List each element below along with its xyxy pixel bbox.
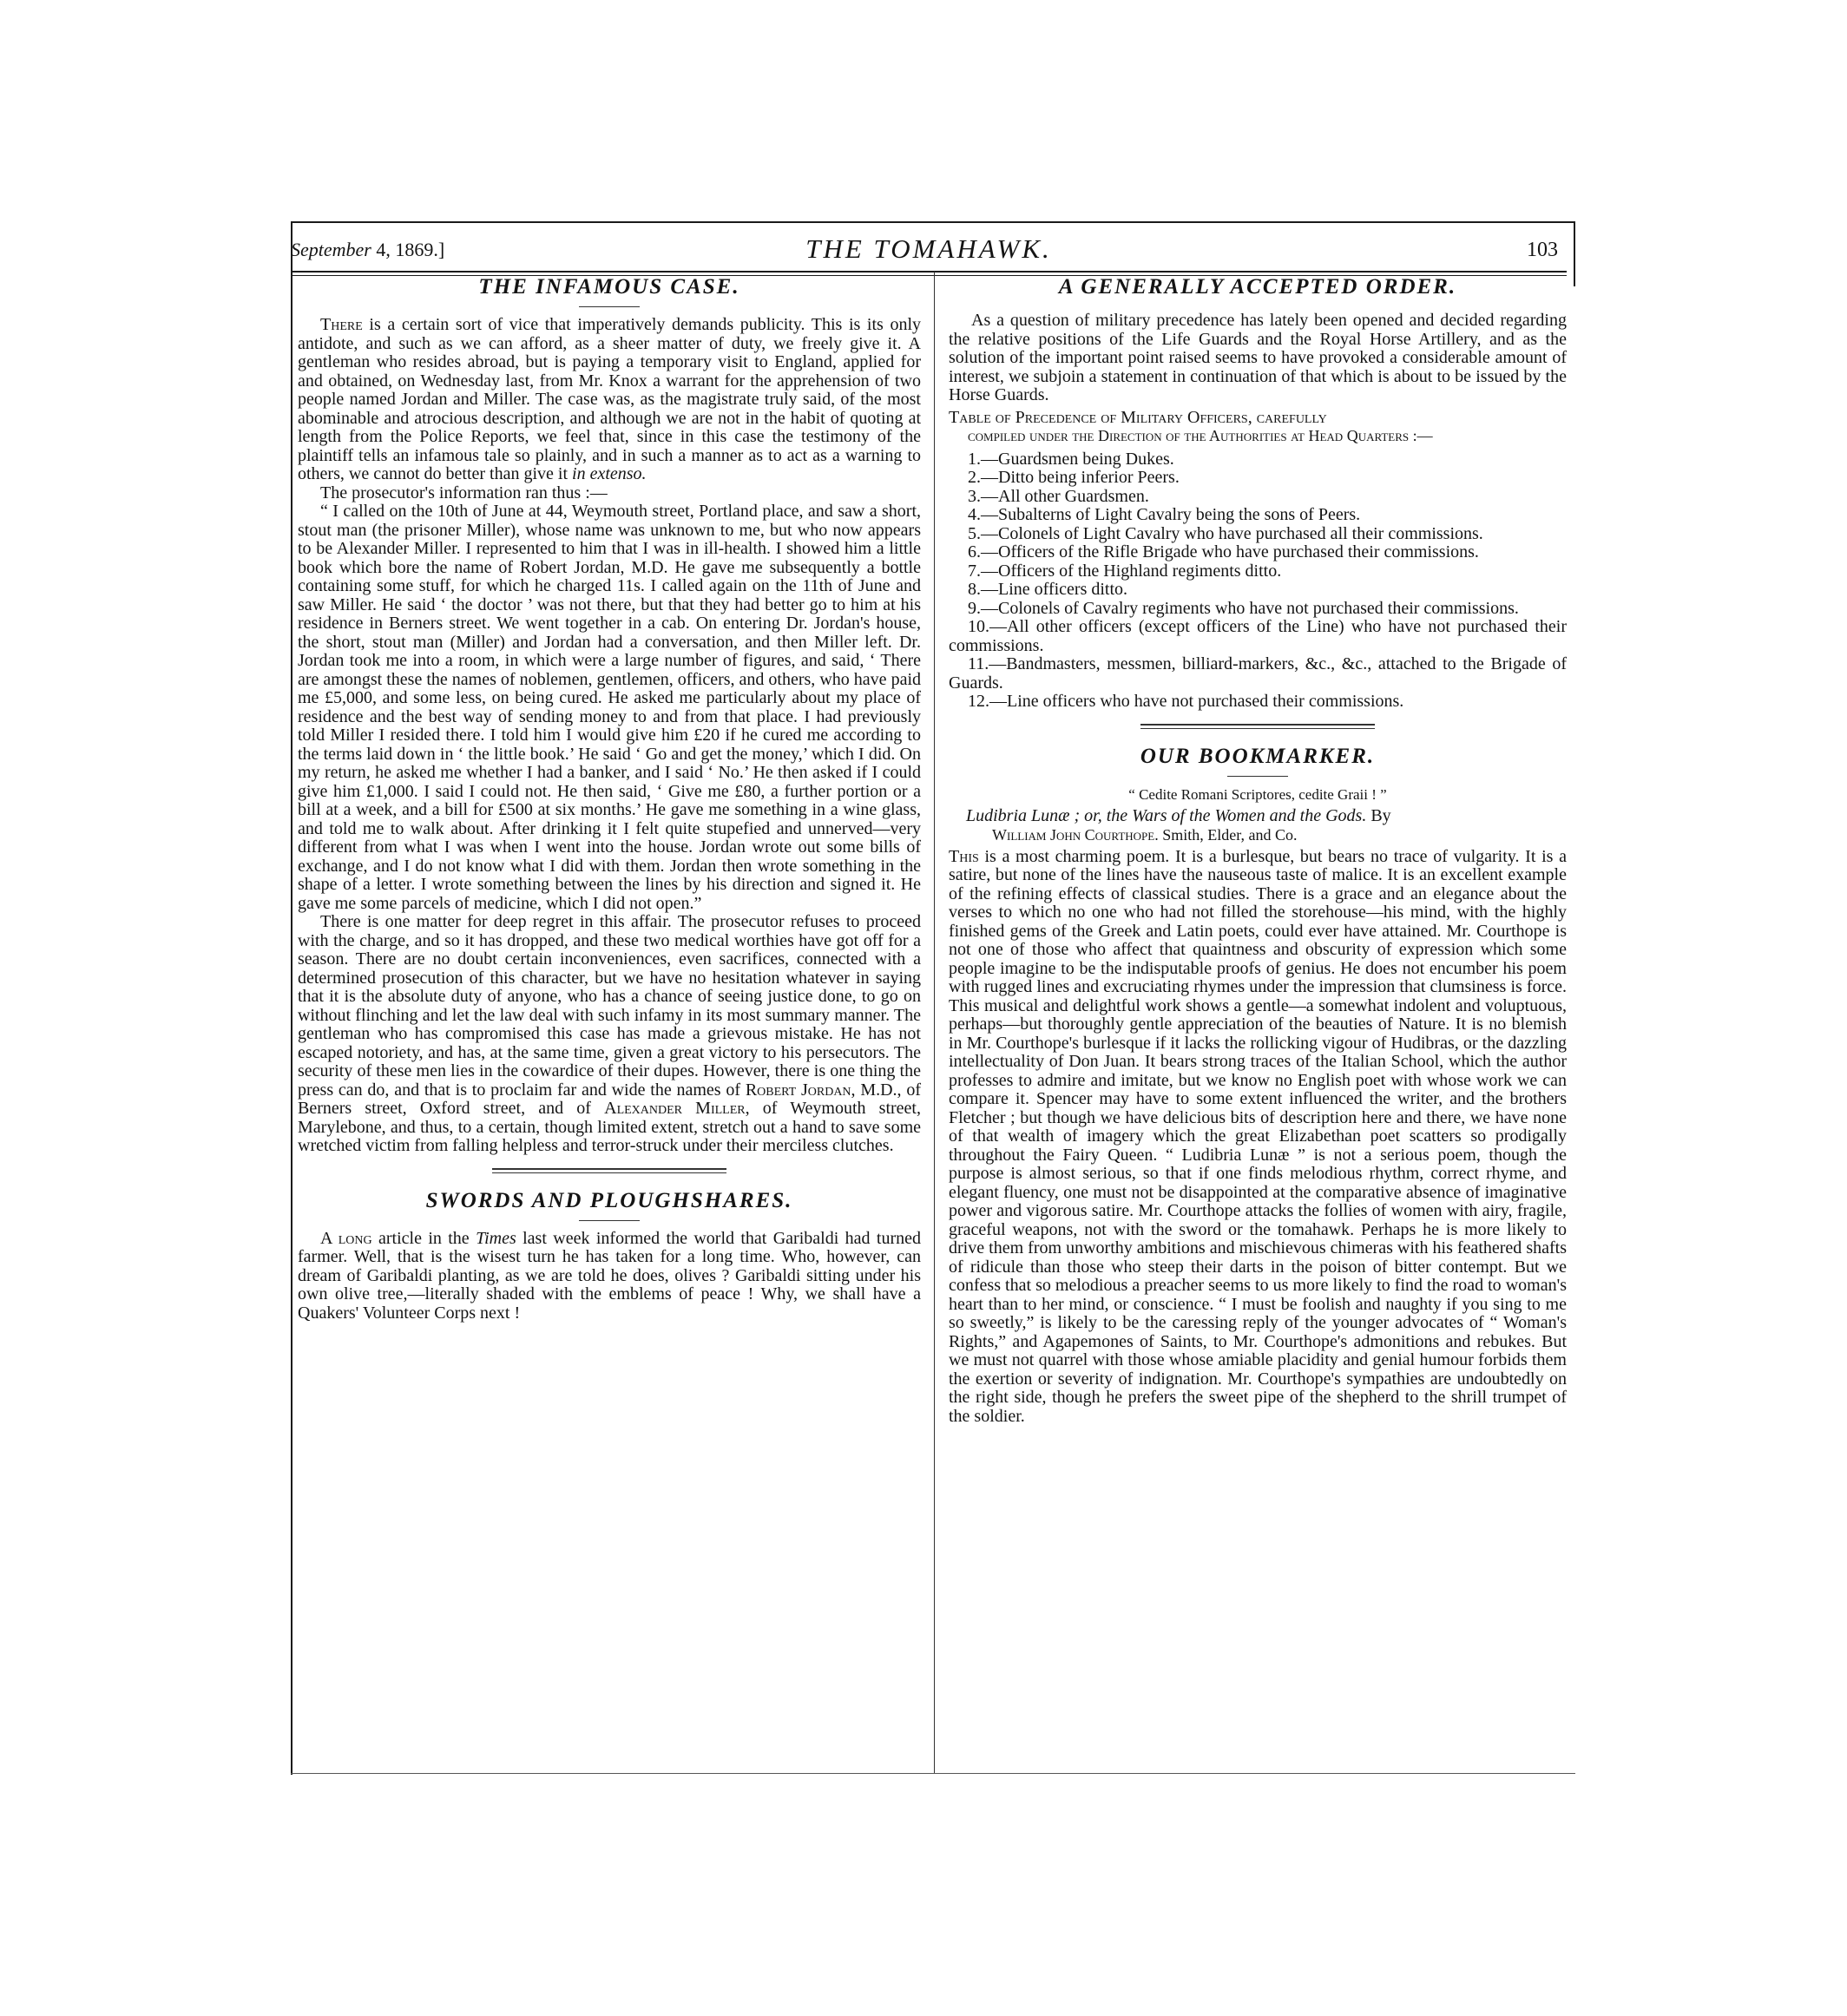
- section-separator: [492, 1168, 726, 1173]
- newspaper-page: [291, 221, 1575, 1835]
- book-by: By: [1366, 805, 1391, 825]
- list-item: 12.—Line officers who have not purchased their commissions.: [968, 692, 1404, 711]
- precedence-list: [949, 450, 1567, 712]
- list-item: 7.—Officers of the Highland regiments ditto.: [968, 561, 1282, 581]
- paragraph: [949, 848, 1567, 1427]
- heading-rule: [1227, 776, 1288, 777]
- list-item: 11.—Bandmasters, messmen, billiard-markers, &c., &c., attached to the Brigade of Guards.: [949, 654, 1567, 693]
- paragraph-text: article in the: [371, 1228, 477, 1248]
- list-item: 8.—Line officers ditto.: [968, 580, 1128, 599]
- publication-title: THE TOMAHAWK.: [805, 233, 1052, 264]
- article-infamous-case: [298, 273, 921, 1156]
- table-heading-line: compiled under the Direction of the Authorities at Head Quarters :—: [968, 426, 1433, 444]
- right-column: [949, 273, 1567, 1426]
- book-author: William John Courthope.: [992, 825, 1159, 844]
- list-item: 1.—Guardsmen being Dukes.: [968, 449, 1174, 469]
- list-item: 2.—Ditto being inferior Peers.: [968, 468, 1180, 487]
- list-item: 3.—All other Guardsmen.: [968, 486, 1149, 506]
- paragraph-text: last week informed the world that Garibaldi had turned farmer. Well, that is the wisest turn he has taken for a long time. Who, however, can dream of Garibaldi planting, as we are told he does, olives ? Garibaldi sitting under his own olive tree,—literally shaded with the emblems of peace ! Why, we shall have a Quakers' Volunteer Corps next !: [298, 1228, 921, 1323]
- article-heading: THE INFAMOUS CASE.: [478, 275, 740, 299]
- book-author-line: [949, 825, 1567, 844]
- head-rule-thick: [291, 271, 1567, 273]
- paragraph: The prosecutor's information ran thus :—: [320, 483, 608, 502]
- issue-date-rest: 4, 1869.]: [376, 239, 445, 260]
- heading-rule: [579, 1220, 640, 1221]
- frame-rule-left: [291, 221, 292, 1775]
- frame-rule-top: [291, 221, 1575, 223]
- book-publisher: Smith, Elder, and Co.: [1158, 825, 1298, 844]
- precedence-table-heading: [949, 409, 1567, 445]
- paragraph: [298, 1230, 921, 1323]
- article-heading: A GENERALLY ACCEPTED ORDER.: [1058, 275, 1457, 299]
- italic-text: Times: [476, 1228, 516, 1248]
- page-number: 103: [1527, 239, 1558, 261]
- quoted-testimony: “ I called on the 10th of June at 44, Weymouth street, Portland place, and saw a short, stout man (the prisoner Miller), whose name was unknown to me, but who now appears to be Alexander Miller. I represented to him that I was in ill-health. I showed him a little book which bore the name of Robert Jordan, M.D. He gave me subsequently a bottle containing some stuff, for which he charged 11s. I called again on the 11th of June and saw Miller. He said ‘ the doctor ’ was not there, but that they had better go to him at his residence in Berners street. We went together in a cab. On entering Dr. Jordan's house, the short, stout man (Miller) and Jordan had a conversation, and then Miller left. Dr. Jordan took me into a room, in which were a large number of figures, and said, ‘ There are amongst these the names of noblemen, gentlemen, officers, and others, who have paid me £5,000, and some less, on being cured. He asked me particularly about my place of residence and the best way of sending money to and from that place. I had previously told Miller I resided there. I told him I would give him £20 if he cured me according to the terms laid down in ‘ the little book.’ He said ‘ Go and get the money,’ which I did. On my return, he asked me whether I had a banker, and I said ‘ No.’ He then asked if I could give him £1,000. I said I could not. He then said, ‘ Give me £80, a further portion or a bill at a week, and a bill for £500 at six months.’ He gave me something in a wine glass, and told me to walk about. After drinking it I felt quite stupefied and unnerved—very different from what I was when I went into the house. Jordan wrote out some bills of exchange, and I do not know what I did with them. Jordan then wrote something in the shape of a letter. I wrote something between the lines by his direction and signed it. He gave me some parcels of medicine, which I did not open.”: [298, 502, 921, 913]
- drop-word: There: [320, 315, 363, 334]
- paragraph-text: , M.D., of Berners street, Oxford street, and of: [298, 1080, 921, 1118]
- paragraph: [298, 316, 921, 484]
- heading-rule: [579, 306, 640, 307]
- paragraph-text: There is one matter for deep regret in this affair. The prosecutor refuses to proceed with the charge, and so it has dropped, and these two medical worthies have got off for a season. There are no doubt certain inconveniences, even sacrifices, connected with a determined prosecution of this character, but we have no hesitation whatever in saying that it is the absolute duty of anyone, who has a chance of seeing justice done, to go on without flinching and let the law deal with such infamy in its most summary manner. The gentleman who has compromised this case has made a grievous mistake. He has not escaped notoriety, and has, at the same time, given a great victory to his persecutors. The security of these men lies in the cowardice of their dupes. However, there is one thing the press can do, and that is to proclaim far and wide the names of: [298, 912, 921, 1100]
- article-heading: SWORDS AND PLOUGHSHARES.: [425, 1188, 793, 1212]
- section-separator: [1140, 724, 1375, 729]
- italic-text: in extenso.: [572, 464, 647, 483]
- name-smallcaps: Robert Jordan: [745, 1080, 851, 1100]
- issue-date-month: September: [291, 239, 371, 260]
- drop-word: A long: [320, 1228, 372, 1248]
- left-column: [298, 273, 921, 1323]
- epigraph: “ Cedite Romani Scriptores, cedite Graii ! ”: [1128, 785, 1387, 803]
- article-heading: OUR BOOKMARKER.: [1140, 744, 1376, 768]
- article-bookmarker: [949, 743, 1567, 1427]
- paragraph: [298, 913, 921, 1156]
- column-divider: [934, 272, 935, 1773]
- paragraph-text: is a certain sort of vice that imperatively demands publicity. This is its only antidote, and such as we can afford, as a sheer matter of duty, we freely give it. A gentleman who resides abroad, but is paying a temporary visit to England, applied for and obtained, on Wednesday last, from Mr. Knox a warrant for the apprehension of two people named Jordan and Miller. The case was, as the magistrate truly said, of the most abominable and atrocious description, and although we are not in the habit of quoting at length from the Police Reports, we feel that, since in this case the testimony of the plaintiff tells an infamous tale so plainly, and in such a manner as to act as a warning to others, we cannot do better than give it: [298, 315, 921, 483]
- list-item: 4.—Subalterns of Light Cavalry being the sons of Peers.: [968, 505, 1361, 524]
- list-item: 10.—All other officers (except officers of the Line) who have not purchased their commissions.: [949, 617, 1567, 655]
- list-item: 5.—Colonels of Light Cavalry who have purchased all their commissions.: [968, 523, 1483, 543]
- list-item: 6.—Officers of the Rifle Brigade who have purchased their commissions.: [968, 542, 1479, 561]
- frame-rule-right: [1574, 221, 1575, 286]
- paragraph-text: , of Weymouth street, Marylebone, and thus, to a certain, though limited extent, stretch out a hand to save some wretched victim from falling helpless and terror-struck under their merciless clutches.: [298, 1099, 921, 1155]
- paragraph-text: is a most charming poem. It is a burlesque, but bears no trace of vulgarity. It is a satire, but none of the lines have the nauseous taste of malice. It is an excellent example of the refining effects of classical studies. There is a grace and an elegance about the verses to which no one who had not filled the storehouse—his mind, with the highly finished gems of the Greek and Latin poets, could ever have attained. Mr. Courthope is not one of those who affect that quaintness and obscurity of expression which some people imagine to be the indisputable proofs of genius. He does not encumber his poem with rugged lines and excruciating rhymes under the impression that clumsiness is force. This musical and delightful work shows a gentle—a somewhat indolent and voluptuous, perhaps—but thoroughly gentle appreciation of the beauties of Nature. It is no blemish in Mr. Courthope's burlesque if it lacks the rollicking vigour of Hudibras, or the dazzling intellectuality of Don Juan. It bears strong traces of the Italian School, which the author professes to admire and imitate, but we know no English poet with whose work we can compare it. Spencer may have to some extent influenced the writer, and the brothers Fletcher ; but though we have delicious bits of description here and there, we have none of that wealth of imagery which the great Elizabethan poet scatters so prodigally throughout the Fairy Queen. “ Ludibria Lunæ ” is not a serious poem, though the purpose is almost serious, so that if one finds melodious rhythm, correct rhyme, and elegant fluency, one must not be disappointed at the comparative absence of imaginative power and vigorous satire. Mr. Courthope attacks the follies of women with airy, fragile, graceful weapons, not with the sword or the tomahawk. Perhaps he is more likely to drive them from unworthy ambitions and mischievous chimeras with his feathered shafts of ridicule than those who steep their darts in the poison of bitter contempt. But we confess that so melodious a preacher seems to us more likely to find the road to woman's heart than to her mind, or conscience. “ I must be foolish and naughty if you sing to me so sweetly,” is likely to be the caressing reply of the younger advocates of “ Woman's Rights,” and Agapemones of Saints, to Mr. Courthope's admonitions and rebukes. But we must not quarrel with those whose amiable placidity and genial humour forbids them the exertion or severity of indignation. Mr. Courthope's sympathies are undoubtedly on the right side, though he prefers the sweet pipe of the shepherd to the shrill trumpet of the soldier.: [949, 846, 1567, 1426]
- paragraph: As a question of military precedence has lately been opened and decided regarding the relative positions of the Life Guards and the Royal Horse Artillery, and as the solution of the important point raised seems to have provoked a considerable amount of interest, we subjoin a statement in continuation of that which is about to be issued by the Horse Guards.: [949, 311, 1567, 404]
- running-head: [291, 230, 1567, 263]
- book-title: Ludibria Lunæ ; or, the Wars of the Women and the Gods.: [966, 805, 1367, 825]
- table-heading-line: Table of Precedence of Military Officers, carefully: [949, 407, 1327, 427]
- list-item: 9.—Colonels of Cavalry regiments who have not purchased their commissions.: [968, 598, 1519, 618]
- name-smallcaps: Alexander Miller: [604, 1099, 746, 1118]
- book-citation: [949, 806, 1567, 825]
- drop-word: This: [949, 846, 979, 866]
- article-swords-ploughshares: [298, 1187, 921, 1323]
- frame-rule-bottom: [291, 1773, 1575, 1774]
- article-accepted-order: [949, 273, 1567, 712]
